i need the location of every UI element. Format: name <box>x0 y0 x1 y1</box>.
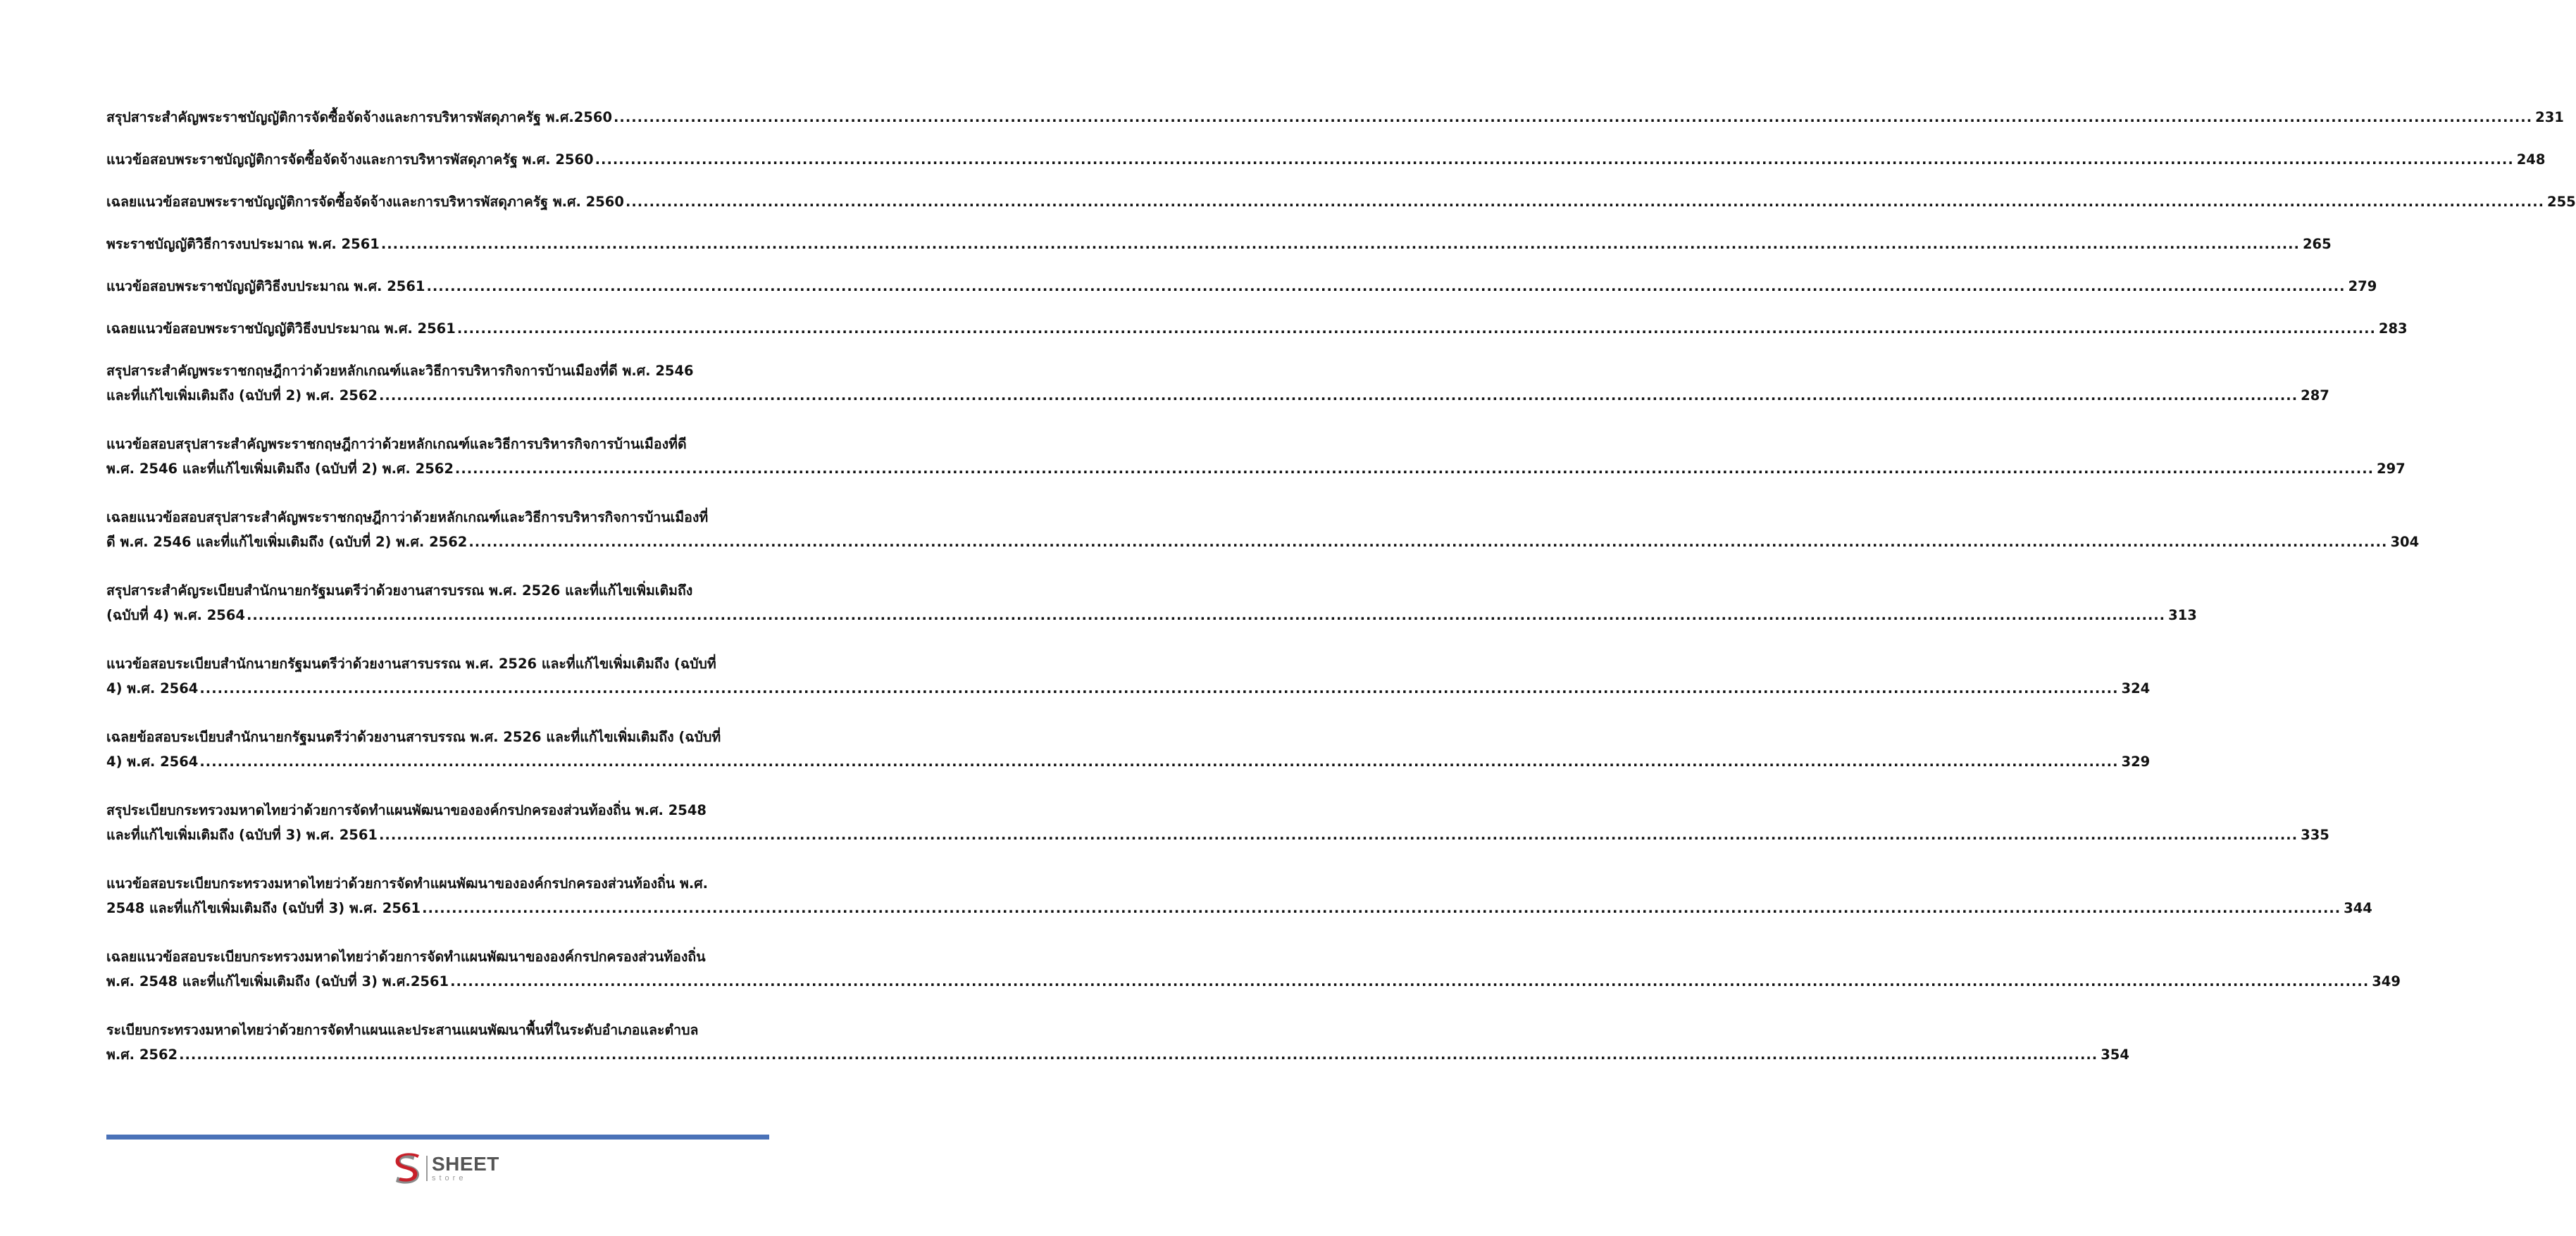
toc-entry <box>106 579 2197 628</box>
toc-page-number: 297 <box>2377 461 2406 477</box>
toc-entry-line <box>106 945 769 969</box>
toc-entry-line <box>106 799 769 823</box>
toc-entry-title: แนวข้อสอบระเบียบกระทรวงมหาดไทยว่าด้วยการจัดทำแผนพัฒนาขององค์กรปกครองส่วนท้องถิ่น พ.ศ. <box>106 875 709 892</box>
toc-page-number: 287 <box>2301 387 2329 404</box>
table-of-contents <box>106 106 2576 1092</box>
toc-page-number: 283 <box>2378 320 2408 337</box>
toc-entry-line <box>106 897 2372 920</box>
toc-entry-title: พ.ศ. 2548 และที่แก้ไขเพิ่มเติมถึง (ฉบับที่ 3) พ.ศ.2561 <box>106 973 449 990</box>
toc-page-number: 329 <box>2121 754 2151 770</box>
logo-word: SHEET <box>432 1153 499 1175</box>
toc-entry-title: สรุปสาระสำคัญระเบียบสำนักนายกรัฐมนตรีว่าด้วยงานสารบรรณ พ.ศ. 2526 และที่แก้ไขเพิ่มเติมถึง <box>106 582 693 599</box>
toc-entry-title: และที่แก้ไขเพิ่มเติมถึง (ฉบับที่ 3) พ.ศ. 2561 <box>106 827 378 843</box>
toc-dot-leader <box>422 897 2341 920</box>
toc-entry <box>106 725 2151 774</box>
toc-entry-line <box>106 604 2197 628</box>
toc-dot-leader <box>457 317 2376 341</box>
toc-entry-title: พ.ศ. 2562 <box>106 1047 178 1063</box>
toc-entry-title: สรุปสาระสำคัญพระราชกฤษฎีกาว่าด้วยหลักเกณฑ์และวิธีการบริหารกิจการบ้านเมืองที่ดี พ.ศ. 2546 <box>106 363 694 379</box>
logo-sub: store <box>432 1174 467 1182</box>
toc-entry <box>106 275 2377 299</box>
toc-page-number: 231 <box>2535 109 2564 125</box>
toc-entry-line <box>106 823 2329 847</box>
toc-entry-title: เฉลยแนวข้อสอบพระราชบัญญัติการจัดซื้อจัดจ้างและการบริหารพัสดุภาครัฐ พ.ศ. 2560 <box>106 194 624 210</box>
toc-dot-leader <box>247 604 2165 628</box>
toc-page-number: 313 <box>2168 607 2197 623</box>
toc-entry-line <box>106 677 2151 701</box>
toc-entry-line <box>106 275 2377 299</box>
toc-entry-line <box>106 506 769 530</box>
toc-dot-leader <box>179 1043 2098 1067</box>
toc-page-number: 265 <box>2302 236 2332 252</box>
logo-text <box>432 1154 499 1182</box>
toc-entry-line <box>106 750 2151 774</box>
toc-entry-title: แนวข้อสอบสรุปสาระสำคัญพระราชกฤษฎีกาว่าด้วยหลักเกณฑ์และวิธีการบริหารกิจการบ้านเมืองที่ดี <box>106 436 687 452</box>
toc-entry <box>106 872 2372 920</box>
toc-entry-title: เฉลยข้อสอบระเบียบสำนักนายกรัฐมนตรีว่าด้วยงานสารบรรณ พ.ศ. 2526 และที่แก้ไขเพิ่มเติมถึง (ฉบับที่ <box>106 729 721 745</box>
toc-entry-title: พระราชบัญญัติวิธีการงบประมาณ พ.ศ. 2561 <box>106 236 380 252</box>
toc-entry-line <box>106 432 769 456</box>
toc-entry-line <box>106 579 769 603</box>
toc-entry-title: เฉลยแนวข้อสอบระเบียบกระทรวงมหาดไทยว่าด้วยการจัดทำแผนพัฒนาขององค์กรปกครองส่วนท้องถิ่น <box>106 949 706 965</box>
toc-entry-title: 4) พ.ศ. 2564 <box>106 680 199 697</box>
toc-entry <box>106 232 2332 256</box>
toc-dot-leader <box>455 457 2374 481</box>
toc-entry-title: สรุประเบียบกระทรวงมหาดไทยว่าด้วยการจัดทำแผนพัฒนาขององค์กรปกครองส่วนท้องถิ่น พ.ศ. 2548 <box>106 802 707 818</box>
toc-dot-leader <box>426 275 2345 299</box>
toc-entry-line <box>106 530 2420 554</box>
toc-entry-title: แนวข้อสอบพระราชบัญญัติการจัดซื้อจัดจ้างและการบริหารพัสดุภาครัฐ พ.ศ. 2560 <box>106 151 594 168</box>
toc-dot-leader <box>379 384 2298 408</box>
toc-entry-title: สรุปสาระสำคัญพระราชบัญญัติการจัดซื้อจัดจ้างและการบริหารพัสดุภาครัฐ พ.ศ.2560 <box>106 109 613 125</box>
toc-entry-title: ดี พ.ศ. 2546 และที่แก้ไขเพิ่มเติมถึง (ฉบับที่ 2) พ.ศ. 2562 <box>106 534 468 550</box>
toc-entry-line <box>106 148 2546 172</box>
toc-page-number: 324 <box>2121 680 2151 697</box>
toc-entry-title: แนวข้อสอบระเบียบสำนักนายกรัฐมนตรีว่าด้วยงานสารบรรณ พ.ศ. 2526 และที่แก้ไขเพิ่มเติมถึง (ฉบับที่ <box>106 656 716 672</box>
toc-entry-line <box>106 232 2332 256</box>
toc-entry-title: เฉลยแนวข้อสอบพระราชบัญญัติวิธีงบประมาณ พ.ศ. 2561 <box>106 320 456 337</box>
toc-dot-leader <box>614 106 2532 130</box>
toc-entry-line <box>106 106 2564 130</box>
toc-entry-title: 2548 และที่แก้ไขเพิ่มเติมถึง (ฉบับที่ 3) พ.ศ. 2561 <box>106 900 421 916</box>
toc-page-number: 344 <box>2344 900 2372 916</box>
toc-entry-title: ระเบียบกระทรวงมหาดไทยว่าด้วยการจัดทำแผนและประสานแผนพัฒนาพื้นที่ในระดับอำเภอและตำบล <box>106 1022 699 1038</box>
toc-entry-line <box>106 384 2329 408</box>
toc-entry-line <box>106 457 2406 481</box>
toc-entry-line <box>106 1018 769 1042</box>
toc-entry <box>106 359 2329 408</box>
toc-dot-leader <box>626 190 2544 214</box>
footer-rule <box>106 1135 769 1140</box>
sheet-store-logo <box>390 1150 509 1187</box>
toc-entry <box>106 106 2564 130</box>
toc-page-number: 349 <box>2372 973 2401 990</box>
toc-entry <box>106 190 2576 214</box>
toc-page-number: 304 <box>2390 534 2420 550</box>
toc-entry-title: (ฉบับที่ 4) พ.ศ. 2564 <box>106 607 245 623</box>
sheet-store-s-logo-icon <box>390 1151 423 1186</box>
toc-entry <box>106 506 2420 554</box>
toc-dot-leader <box>199 750 2118 774</box>
toc-entry-title: เฉลยแนวข้อสอบสรุปสาระสำคัญพระราชกฤษฎีกาว่าด้วยหลักเกณฑ์และวิธีการบริหารกิจการบ้านเมืองที่ <box>106 509 709 525</box>
toc-page-number: 354 <box>2101 1047 2129 1063</box>
toc-entry-line <box>106 359 769 383</box>
toc-entry-title: 4) พ.ศ. 2564 <box>106 754 199 770</box>
toc-entry <box>106 799 2329 847</box>
toc-entry <box>106 148 2546 172</box>
toc-entry-line <box>106 872 769 896</box>
toc-entry-line <box>106 317 2408 341</box>
toc-dot-leader <box>199 677 2118 701</box>
toc-entry <box>106 432 2406 481</box>
toc-dot-leader <box>450 970 2369 994</box>
toc-entry <box>106 317 2408 341</box>
toc-entry <box>106 1018 2129 1067</box>
toc-dot-leader <box>379 823 2298 847</box>
toc-page-number: 248 <box>2516 151 2546 168</box>
toc-dot-leader <box>381 232 2300 256</box>
toc-page-number: 255 <box>2547 194 2576 210</box>
toc-dot-leader <box>468 530 2387 554</box>
toc-page-number: 335 <box>2301 827 2329 843</box>
toc-dot-leader <box>595 148 2514 172</box>
toc-entry-line <box>106 190 2576 214</box>
logo-divider <box>426 1156 428 1181</box>
toc-entry-title: พ.ศ. 2546 และที่แก้ไขเพิ่มเติมถึง (ฉบับที่ 2) พ.ศ. 2562 <box>106 461 454 477</box>
toc-entry <box>106 945 2401 994</box>
toc-entry <box>106 652 2151 701</box>
toc-page-number: 279 <box>2348 278 2377 294</box>
toc-entry-line <box>106 725 769 749</box>
toc-entry-title: แนวข้อสอบพระราชบัญญัติวิธีงบประมาณ พ.ศ. 2561 <box>106 278 425 294</box>
toc-entry-line <box>106 1043 2129 1067</box>
toc-entry-line <box>106 652 769 676</box>
toc-entry-line <box>106 970 2401 994</box>
toc-entry-title: และที่แก้ไขเพิ่มเติมถึง (ฉบับที่ 2) พ.ศ. 2562 <box>106 387 378 404</box>
